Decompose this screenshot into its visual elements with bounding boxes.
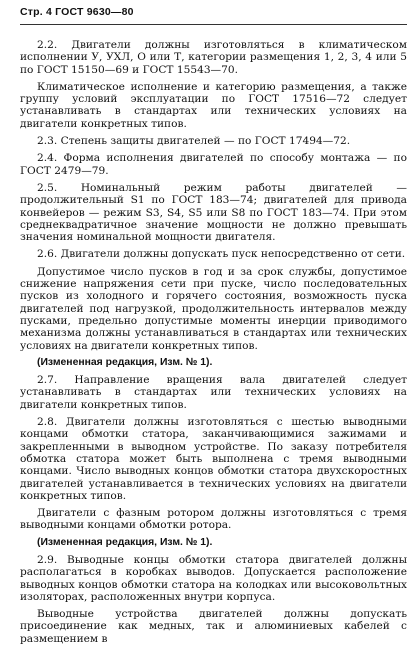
paragraph: 2.3. Степень защиты двигателей — по ГОСТ 17494—72. <box>37 135 351 148</box>
page-header: Стр. 4 ГОСТ 9630—80 <box>20 6 134 18</box>
header-rule <box>20 24 407 25</box>
paragraph: 2.5. Номинальный режим работы двигателей — продолжительный S1 по ГОСТ 183—74; двигателей для привода конвейеров — режим S3, S4, S5 или S8 по ГОСТ 183—74. При этом среднеквадратичное значение мощности не должно превышать значения номинальной мощности двигателя. <box>20 181 407 244</box>
paragraph: 2.7. Направление вращения вала двигателей следует устанавливать в стандартах или технических условиях на двигатели конкретных типов. <box>20 374 407 411</box>
paragraph: Допустимое число пусков в год и за срок службы, допустимое снижение напряжения сети при пуске, число последовательных пусков из холодного и горячего состояния, возможность пуска двигателей под нагрузкой, продолжительность интервалов между пусками, предельно допустимые моменты инерции приводимого механизма должны устанавливаться в стандартах или технических условиях на двигатели конкретных типов. <box>20 265 407 352</box>
paragraph: Климатическое исполнение и категорию размещения, а также группу условий эксплуатации по ГОСТ 17516—72 следует устанавливать в стандартах или технических условиях на двигатели конкретных типов. <box>20 80 407 130</box>
paragraph: 2.6. Двигатели должны допускать пуск непосредственно от сети. <box>37 248 406 261</box>
paragraph: 2.2. Двигатели должны изготовляться в климатическом исполнении У, УХЛ, О или Т, категории размещения 1, 2, 3, 4 или 5 по ГОСТ 15150—69 и ГОСТ 15543—70. <box>20 39 407 76</box>
paragraph: 2.8. Двигатели должны изготовляться с шестью выводными концами обмотки статора, заканчивающимися зажимами и закрепленными в выводном устройстве. По заказу потребителя обмотка статора может быть выполнена с тремя выводными концами. Число выводных концов обмотки статора двухскоростных двигателей устанавливается в технических условиях на двигатели конкретных типов. <box>20 416 407 502</box>
paragraph: Выводные устройства двигателей должны допускать присоединение как медных, так и алюминиевых кабелей с размещением в <box>20 608 407 645</box>
amendment-note: (Измененная редакция, Изм. № 1). <box>37 356 213 368</box>
amendment-note: (Измененная редакция, Изм. № 1). <box>37 536 213 548</box>
paragraph: 2.9. Выводные концы обмотки статора двигателей должны располагаться в коробках выводов. Допускается расположение выводных концов обмотки статора на колодках или высоковольтных изоляторах, расположенных внутри корпуса. <box>20 553 407 603</box>
paragraph: 2.4. Форма исполнения двигателей по способу монтажа — по ГОСТ 2479—79. <box>20 152 407 177</box>
paragraph: Двигатели с фазным ротором должны изготовляться с тремя выводными концами обмотки ротора. <box>20 507 407 532</box>
